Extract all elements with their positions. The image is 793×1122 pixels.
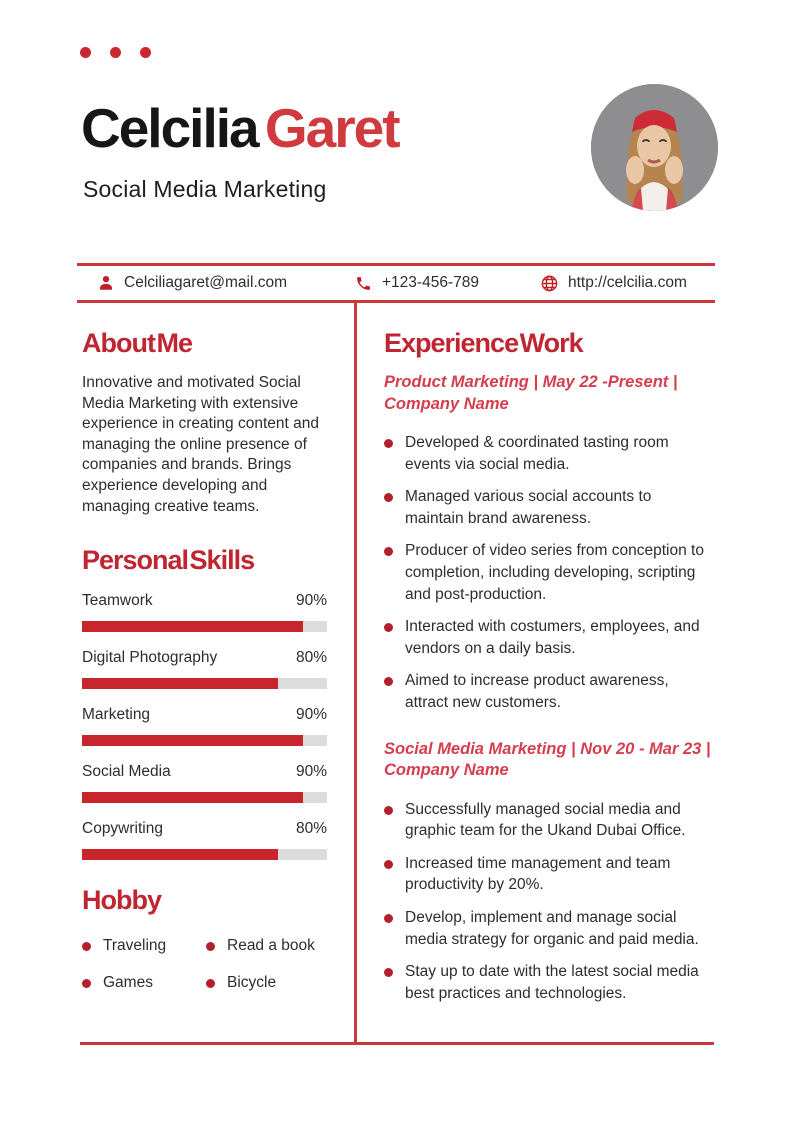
skill-row xyxy=(82,762,327,803)
contact-email xyxy=(96,266,287,300)
skill-row xyxy=(82,591,327,632)
skill-row xyxy=(82,648,327,689)
contact-email-value: Celciliagaret@mail.com xyxy=(124,274,288,291)
skills-list xyxy=(82,591,327,860)
skill-bar-track xyxy=(82,678,327,689)
hobby-item xyxy=(206,974,327,992)
phone-icon xyxy=(354,274,373,293)
experience-bullet xyxy=(384,961,714,1004)
hobby-item xyxy=(206,937,327,955)
skill-label: Social Media xyxy=(82,763,171,781)
experience-bullet xyxy=(384,670,714,713)
experience-bullet-text: Successfully managed social media and graphic team for the Ukand Dubai Office. xyxy=(405,800,686,840)
skill-bar-track xyxy=(82,735,327,746)
experience-bullet xyxy=(384,540,714,605)
experience-bullet-text: Develop, implement and manage social media strategy for organic and paid media. xyxy=(405,908,699,948)
hobby-item-label: Games xyxy=(103,974,153,992)
experience-bullet-text: Producer of video series from conception to completion, including developing, scripting and post-production. xyxy=(405,542,704,603)
experience-bullet-text: Managed various social accounts to maintain brand awareness. xyxy=(405,488,652,527)
skill-bar-track xyxy=(82,621,327,632)
skill-label: Copywriting xyxy=(82,820,163,838)
job-title: Product Marketing | May 22 -Present | Company Name xyxy=(384,373,678,413)
experience-bullet-text: Increased time management and team productivity by 20%. xyxy=(405,854,671,894)
experience-bullet-text: Stay up to date with the latest social media best practices and technologies. xyxy=(405,963,699,1002)
skill-bar-fill xyxy=(82,678,278,689)
experience-bullet xyxy=(384,432,714,475)
contact-phone xyxy=(354,266,479,300)
bullet-dot-icon xyxy=(384,677,393,686)
experience-bullet-text: Aimed to increase product awareness, attract new customers. xyxy=(405,672,669,711)
skill-bar-track xyxy=(82,849,327,860)
skill-label: Marketing xyxy=(82,706,151,724)
bullet-dot-icon xyxy=(384,439,393,448)
contact-phone-value: +123-456-789 xyxy=(382,274,479,291)
contact-website xyxy=(540,266,687,300)
bullet-dot-icon xyxy=(384,860,393,869)
decorative-dots xyxy=(80,47,151,58)
job-title: Social Media Marketing | Nov 20 - Mar 23 | Company Name xyxy=(384,739,711,780)
experience-bullet xyxy=(384,616,714,659)
skills-heading: Personal Skills xyxy=(82,545,255,576)
job-subtitle: Social Media Marketing xyxy=(83,176,327,202)
bullet-dot-icon xyxy=(82,979,91,988)
profile-photo xyxy=(591,84,718,211)
contact-bar xyxy=(77,263,715,303)
column-divider xyxy=(354,303,357,1042)
left-column xyxy=(82,303,327,992)
hobby-heading: Hobby xyxy=(82,885,161,916)
skill-label: Teamwork xyxy=(82,592,153,610)
skill-bar-fill xyxy=(82,735,303,746)
dot-icon xyxy=(110,47,121,58)
about-text: Innovative and motivated Social Media Marketing with extensive experience in creating content and managing the online presence of companies and brands. Brings experience developing and managing creative teams. xyxy=(82,374,319,515)
name-last: Garet xyxy=(264,97,399,159)
bullet-dot-icon xyxy=(384,547,393,556)
dot-icon xyxy=(80,47,91,58)
hobby-item-label: Read a book xyxy=(227,937,315,955)
skill-bar-fill xyxy=(82,621,303,632)
bullet-dot-icon xyxy=(206,979,215,988)
bullet-dot-icon xyxy=(384,914,393,923)
experience-bullet xyxy=(384,486,714,529)
page-title xyxy=(81,98,399,158)
skill-row xyxy=(82,705,327,746)
bullet-dot-icon xyxy=(384,806,393,815)
skill-percent: 90% xyxy=(295,763,327,781)
hobby-item xyxy=(82,974,206,992)
about-heading: About Me xyxy=(82,328,192,358)
profile-photo-illustration xyxy=(591,84,718,211)
skill-percent: 90% xyxy=(295,706,327,724)
skill-row xyxy=(82,819,327,860)
right-column xyxy=(384,303,714,1015)
job-bullet-list xyxy=(384,799,714,1005)
bullet-dot-icon xyxy=(384,623,393,632)
bullet-dot-icon xyxy=(206,942,215,951)
skill-bar-fill xyxy=(82,792,303,803)
experience-heading: Experience Work xyxy=(384,328,583,358)
bullet-dot-icon xyxy=(82,942,91,951)
skill-bar-track xyxy=(82,792,327,803)
bullet-dot-icon xyxy=(384,968,393,977)
experience-bullet xyxy=(384,853,714,896)
hobby-item xyxy=(82,937,206,955)
bullet-dot-icon xyxy=(384,493,393,502)
experience-bullet-text: Developed & coordinated tasting room events via social media. xyxy=(405,434,669,473)
hobby-item-label: Traveling xyxy=(103,937,167,955)
person-icon xyxy=(96,274,115,293)
hobby-list xyxy=(82,937,327,992)
dot-icon xyxy=(140,47,151,58)
globe-icon xyxy=(540,274,559,293)
job-bullet-list xyxy=(384,432,714,714)
hobby-item-label: Bicycle xyxy=(227,974,277,992)
name-first: Celcilia xyxy=(81,97,258,159)
skill-bar-fill xyxy=(82,849,278,860)
bottom-rule xyxy=(80,1042,714,1045)
experience-bullet-text: Interacted with costumers, employees, and vendors on a daily basis. xyxy=(405,618,700,657)
skill-percent: 80% xyxy=(295,649,327,667)
experience-bullet xyxy=(384,799,714,842)
skill-percent: 90% xyxy=(295,592,327,610)
skill-label: Digital Photography xyxy=(82,649,218,667)
skill-percent: 80% xyxy=(295,820,327,838)
contact-website-value: http://celcilia.com xyxy=(568,274,687,291)
experience-bullet xyxy=(384,907,714,950)
